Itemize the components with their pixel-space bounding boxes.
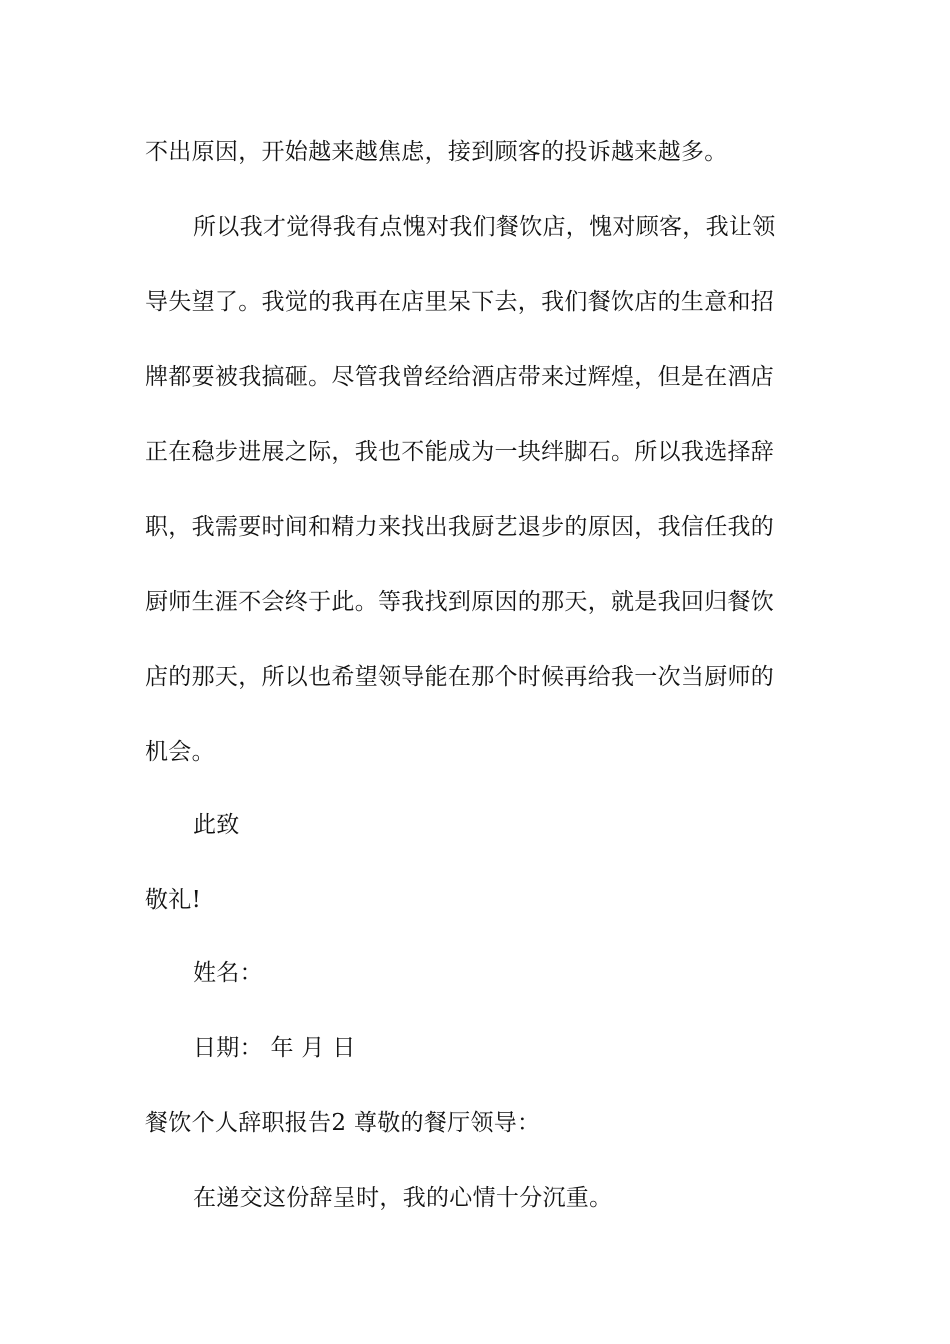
section-heading: 餐饮个人辞职报告2 尊敬的餐厅领导： bbox=[145, 1110, 541, 1136]
closing-salutation: 此致 bbox=[193, 812, 240, 838]
paragraph-line: 职，我需要时间和精力来找出我厨艺退步的原因，我信任我的 bbox=[145, 514, 775, 540]
paragraph-line: 在递交这份辞呈时，我的心情十分沉重。 bbox=[193, 1185, 613, 1211]
paragraph-line: 牌都要被我搞砸。尽管我曾经给酒店带来过辉煌，但是在酒店 bbox=[145, 364, 775, 390]
paragraph-line: 店的那天，所以也希望领导能在那个时候再给我一次当厨师的 bbox=[145, 664, 775, 690]
paragraph-line: 不出原因，开始越来越焦虑，接到顾客的投诉越来越多。 bbox=[145, 139, 728, 165]
paragraph-line: 正在稳步进展之际，我也不能成为一块绊脚石。所以我选择辞 bbox=[145, 439, 775, 465]
paragraph-line: 厨师生涯不会终于此。等我找到原因的那天，就是我回归餐饮 bbox=[145, 589, 775, 615]
paragraph-line: 所以我才觉得我有点愧对我们餐饮店，愧对顾客，我让领 bbox=[193, 214, 776, 240]
paragraph-line: 机会。 bbox=[145, 739, 215, 765]
paragraph-line: 导失望了。我觉的我再在店里呆下去，我们餐饮店的生意和招 bbox=[145, 289, 775, 315]
signature-date-label: 日期： 年 月 日 bbox=[193, 1035, 356, 1061]
signature-name-label: 姓名： bbox=[193, 960, 263, 986]
closing-regards: 敬礼! bbox=[145, 887, 202, 913]
